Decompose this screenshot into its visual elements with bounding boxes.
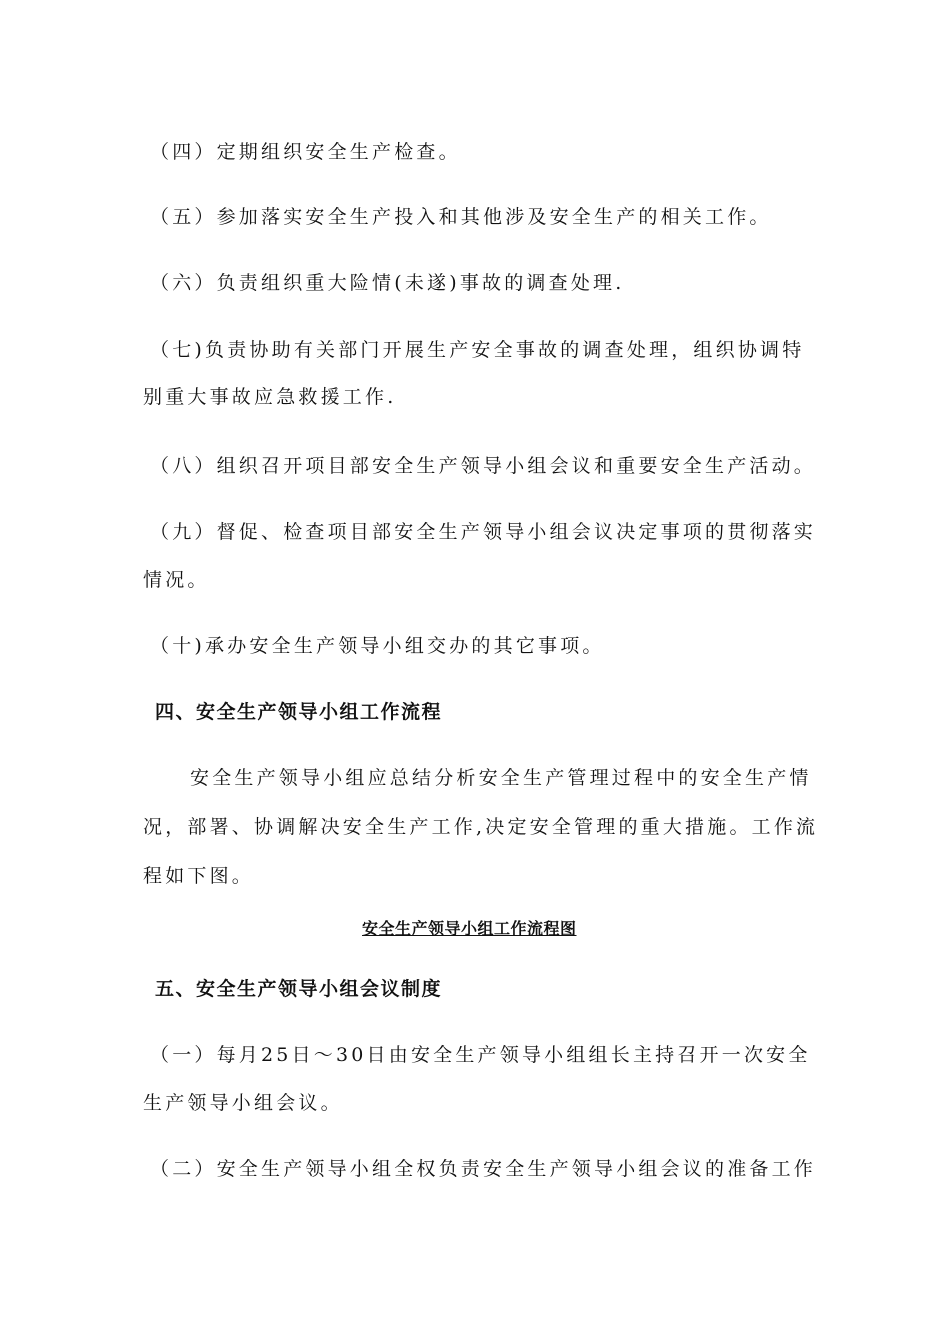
section-5-heading: 五、安全生产领导小组会议制度 [155, 978, 443, 1000]
list-item-9-continuation: 情况。 [143, 569, 210, 591]
section-5-item-1: （一）每月25日～30日由安全生产领导小组组长主持召开一次安全 [150, 1044, 811, 1066]
list-item-9: （九）督促、检查项目部安全生产领导小组会议决定事项的贯彻落实 [150, 521, 817, 543]
list-item-6: （六）负责组织重大险情(未遂)事故的调查处理. [150, 272, 625, 294]
list-item-7-continuation: 别重大事故应急救援工作. [143, 386, 397, 408]
section-4-heading: 四、安全生产领导小组工作流程 [155, 701, 443, 723]
section-4-paragraph-line-1: 安全生产领导小组应总结分析安全生产管理过程中的安全生产情 [190, 767, 812, 789]
list-item-8: （八）组织召开项目部安全生产领导小组会议和重要安全生产活动。 [150, 455, 817, 477]
list-item-7: （七)负责协助有关部门开展生产安全事故的调查处理，组织协调特 [150, 339, 805, 361]
figure-caption: 安全生产领导小组工作流程图 [362, 919, 577, 938]
list-item-5: （五）参加落实安全生产投入和其他涉及安全生产的相关工作。 [150, 206, 772, 228]
list-item-4: （四）定期组织安全生产检查。 [150, 141, 461, 163]
list-item-10: （十)承办安全生产领导小组交办的其它事项。 [150, 635, 605, 657]
section-4-paragraph-line-2: 况，部署、协调解决安全生产工作,决定安全管理的重大措施。工作流 [143, 816, 819, 838]
section-4-paragraph-line-3: 程如下图。 [143, 865, 255, 887]
section-5-item-1-continuation: 生产领导小组会议。 [143, 1092, 343, 1114]
section-5-item-2: （二）安全生产领导小组全权负责安全生产领导小组会议的准备工作 [150, 1158, 817, 1180]
